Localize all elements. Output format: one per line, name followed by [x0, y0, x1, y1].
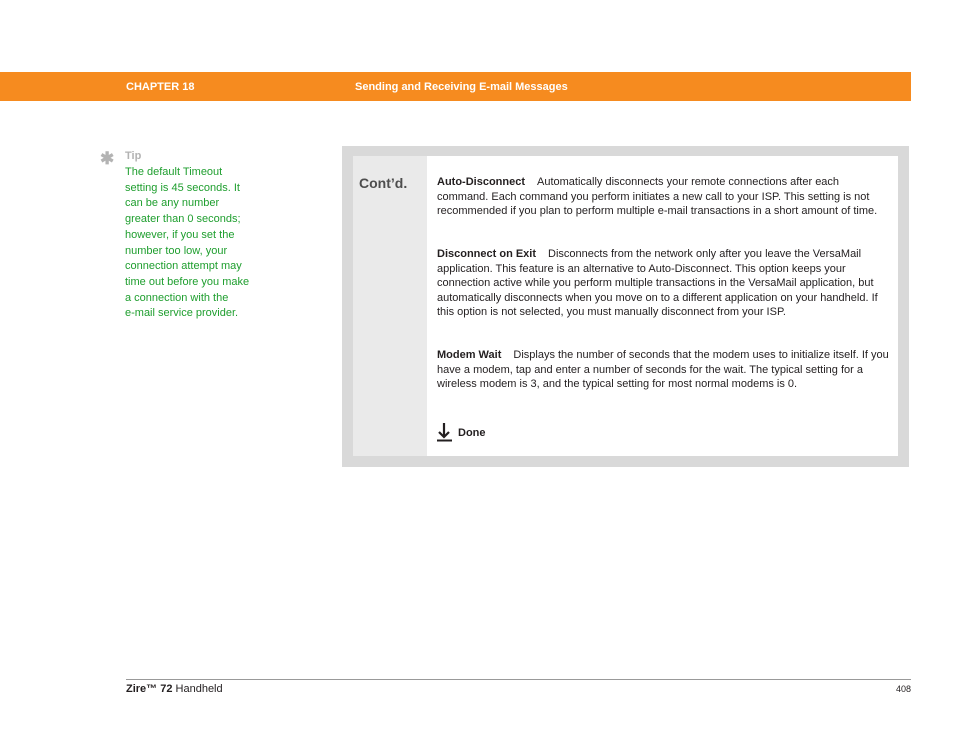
product-suffix: Handheld [172, 683, 223, 695]
asterisk-icon: ✱ [100, 149, 115, 168]
setting-entry-disconnect-on-exit [437, 247, 889, 320]
tip-line: a connection with the [125, 291, 229, 304]
footer-divider [126, 679, 911, 680]
chapter-number: CHAPTER 18 [126, 81, 195, 93]
setting-description: Automatically disconnects your remote connections after each command. Each command you perform initiates a new call to your ISP. This setting is not recommended if you plan to perform multiple e-mail transactions in a short amount of time. [437, 176, 878, 218]
tip-line: time out before you make [125, 275, 250, 288]
tip-line: can be any number [125, 197, 220, 210]
product-model: Zire™ 72 [126, 683, 173, 695]
tip-line: e-mail service provider. [125, 307, 239, 320]
setting-entry-modem-wait [437, 348, 889, 392]
setting-entry-auto-disconnect [437, 175, 889, 219]
tip-line: setting is 45 seconds. It [125, 181, 240, 194]
chapter-title: Sending and Receiving E-mail Messages [355, 81, 568, 93]
contd-label: Cont’d. [359, 175, 408, 191]
tip-line: connection attempt may [125, 260, 242, 273]
page-number: 408 [895, 684, 911, 694]
tip-line: number too low, your [125, 244, 228, 257]
setting-term: Disconnect on Exit [437, 248, 537, 260]
setting-term: Auto-Disconnect [437, 176, 525, 188]
tip-body [125, 165, 275, 322]
done-label: Done [458, 427, 486, 439]
down-arrow-icon [437, 422, 453, 447]
panel-content [427, 156, 898, 456]
tip-line: however, if you set the [125, 228, 235, 241]
tip-line: greater than 0 seconds; [125, 213, 241, 226]
settings-panel [342, 146, 909, 467]
panel-sidebar [353, 156, 427, 456]
tip-line: The default Timeout [125, 166, 223, 178]
setting-term: Modem Wait [437, 349, 502, 361]
setting-description: Displays the number of seconds that the modem uses to initialize itself. If you have a modem, tap and enter a number of seconds for the wait. The typical setting for a wireless modem is 3, and the typical setting for most normal modems is 0. [437, 349, 889, 391]
tip-heading: Tip [125, 150, 142, 162]
setting-description: Disconnects from the network only after you leave the VersaMail application. This feature is an alternative to Auto-Disconnect. This option keeps your connection active while you perform multiple transactions in the VersaMail application, but automatically disconnects when you move on to a different application on your handheld. If this option is not selected, you must manually disconnect from your ISP. [437, 248, 878, 319]
footer-product-name [126, 683, 223, 695]
